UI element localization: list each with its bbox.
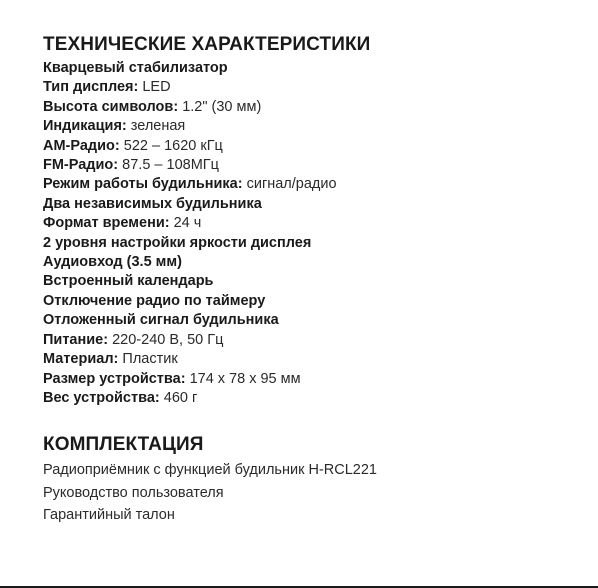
spec-value: сигнал/радио	[246, 176, 337, 193]
spec-label: Формат времени:	[43, 215, 174, 232]
kit-item: Гарантийный талон	[43, 507, 175, 524]
spec-row	[43, 272, 588, 291]
spec-row	[43, 117, 588, 136]
spec-label: Питание:	[43, 331, 113, 348]
spec-label: 2 уровня настройки яркости дисплея	[43, 234, 312, 251]
spec-label: Размер устройства:	[43, 370, 190, 387]
spec-row	[43, 389, 588, 408]
spec-value: 220-240 В, 50 Гц	[112, 331, 224, 348]
spec-row	[43, 78, 588, 97]
spec-label: Отключение радио по таймеру	[43, 292, 266, 309]
spec-label: Кварцевый стабилизатор	[43, 60, 228, 76]
kit-list	[43, 459, 588, 527]
spec-row	[43, 175, 588, 194]
kit-item: Руководство пользователя	[43, 484, 224, 501]
kit-item: Радиоприёмник с функцией будильник H-RCL221	[43, 462, 377, 479]
spec-row	[43, 350, 588, 369]
spec-label: Два независимых будильника	[43, 195, 262, 212]
spec-label: Вес устройства:	[43, 389, 164, 406]
spec-label: Отложенный сигнал будильника	[43, 312, 279, 329]
spec-value: 174 x 78 x 95 мм	[189, 370, 301, 387]
spec-label: АМ-Радио:	[43, 137, 124, 154]
spec-value: 460 г	[163, 389, 198, 406]
kit-heading: КОМПЛЕКТАЦИЯ	[43, 434, 204, 456]
spec-row	[43, 292, 588, 311]
spec-value: зеленая	[130, 118, 186, 135]
spec-value: 522 – 1620 кГц	[123, 137, 223, 154]
spec-row	[43, 156, 588, 175]
spec-row	[43, 195, 588, 214]
spec-label: Встроенный календарь	[43, 273, 214, 290]
spec-row	[43, 370, 588, 389]
spec-label: Тип дисплея:	[43, 79, 143, 96]
spec-value: Пластик	[122, 351, 178, 368]
specs-list	[43, 59, 588, 408]
specs-heading: ТЕХНИЧЕСКИЕ ХАРАКТЕРИСТИКИ	[43, 34, 371, 55]
spec-value: 1.2" (30 мм)	[182, 98, 262, 115]
spec-row	[43, 59, 588, 78]
spec-row	[43, 331, 588, 350]
spec-label: Аудиовход (3.5 мм)	[43, 254, 182, 271]
spec-row	[43, 137, 588, 156]
spec-row	[43, 234, 588, 253]
spec-row	[43, 214, 588, 233]
spec-label: Режим работы будильника:	[43, 176, 247, 193]
spec-row	[43, 253, 588, 272]
spec-value: 87.5 – 108МГц	[122, 157, 219, 174]
spec-row	[43, 311, 588, 330]
spec-label: Индикация:	[43, 118, 131, 135]
spec-label: FM-Радио:	[43, 157, 123, 174]
document-page	[43, 34, 588, 527]
spec-value: 24 ч	[173, 215, 202, 232]
spec-value: LED	[142, 79, 171, 96]
spec-row	[43, 98, 588, 117]
spec-label: Высота символов:	[43, 98, 183, 115]
spec-label: Материал:	[43, 351, 123, 368]
